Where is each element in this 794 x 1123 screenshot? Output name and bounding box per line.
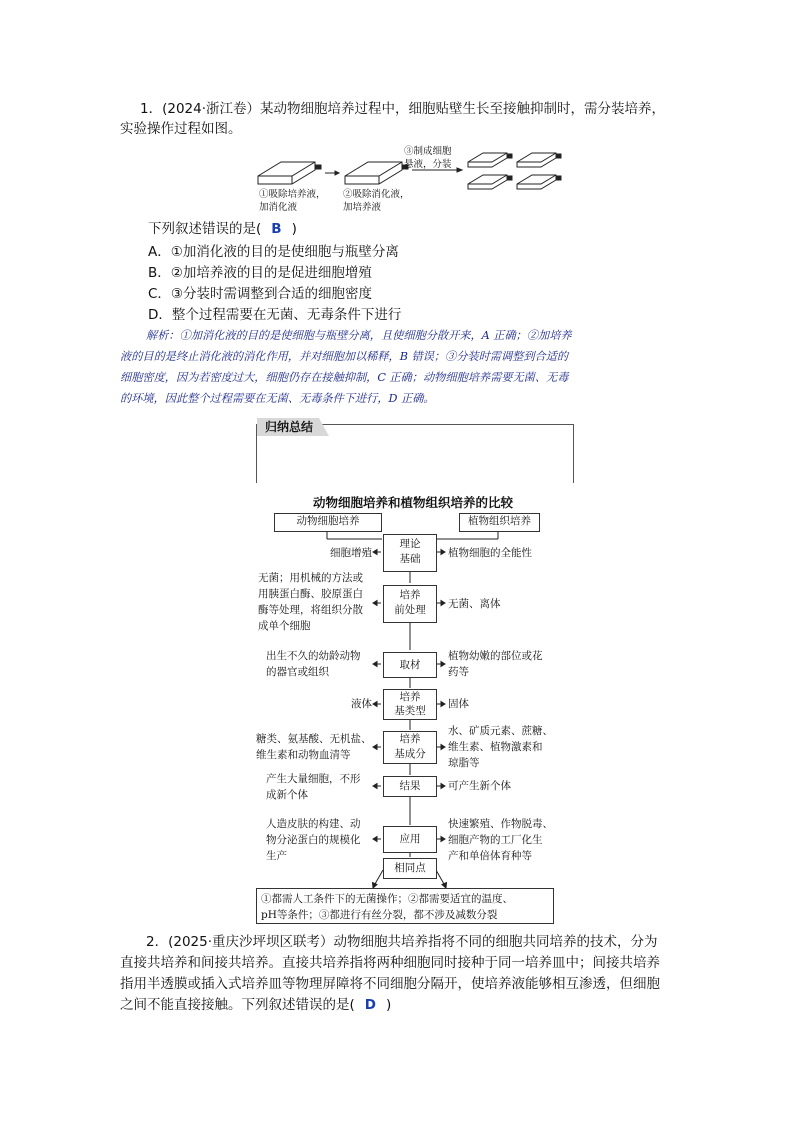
left-medium-composition: 糖类、氨基酸、无机盐、 维生素和动物血清等 [256, 733, 372, 761]
q1-option-a: A．①加消化液的目的是使细胞与瓶壁分离 [148, 244, 399, 260]
q1-explanation-line3: 细胞密度，因为若密度过大，细胞仍存在接触抑制，C 正确；动物细胞培养需要无菌、无毒 [120, 371, 569, 384]
q1-step1-label: ①吸除培养液， 加消化液 [259, 189, 326, 213]
q2-stem-line4: 之间不能直接接触。下列叙述错误的是( D ) [120, 997, 392, 1013]
left-pretreatment: 无菌；用机械的方法或 用胰蛋白酶、胶原蛋白 酶等处理，将组织分散 成单个细胞 [258, 572, 363, 632]
q1-step3-label: ③制成细胞 悬液，分装 [404, 146, 452, 170]
right-pretreatment: 无菌、离体 [448, 598, 501, 610]
left-theory-basis: 细胞增殖 [330, 547, 372, 559]
q1-explanation-line2: 液的目的是终止消化液的消化作用，并对细胞加以稀释，B 错误；③分装时需调整到合适的 [120, 350, 569, 363]
q1-explanation-line4: 的环境，因此整个过程需要在无菌、无毒条件下进行，D 正确。 [120, 392, 435, 405]
q2-answer: D [364, 997, 376, 1013]
q1-question: 下列叙述错误的是( B ) [148, 221, 297, 237]
right-medium-type: 固体 [448, 698, 469, 710]
left-result: 产生大量细胞，不形 成新个体 [266, 773, 361, 801]
common-points-box: ①都需人工条件下的无菌操作；②都需要适宜的温度、 pH等条件；③都进行有丝分裂，都不涉及减数分裂 [256, 888, 554, 924]
left-sampling: 出生不久的幼龄动物 的器官或组织 [266, 650, 361, 678]
header-plant-tissue-culture: 植物组织培养 [459, 513, 540, 532]
q1-stem-line1: 1．(2024·浙江卷）某动物细胞培养过程中，细胞贴壁生长至接触抑制时，需分装培养， [140, 101, 666, 117]
q1-answer: B [271, 221, 282, 237]
right-theory-basis: 植物细胞的全能性 [448, 547, 532, 559]
center-medium-type: 培养 基类型 [383, 689, 437, 720]
center-similarities: 相同点 [383, 858, 437, 879]
q1-stem-line2: 实验操作过程如图。 [120, 121, 242, 137]
q1-option-c: C．③分装时需调整到合适的细胞密度 [148, 286, 373, 302]
q2-stem-line2: 直接共培养和间接共培养。直接共培养指将两种细胞同时接种于同一培养皿中；间接共培养 [120, 955, 660, 971]
center-theory-basis: 理论 基础 [383, 534, 437, 572]
right-sampling: 植物幼嫩的部位或花 药等 [448, 650, 543, 678]
center-application: 应用 [383, 826, 437, 853]
right-application: 快速繁殖、作物脱毒、 细胞产物的工厂化生 产和单倍体育种等 [448, 818, 553, 862]
q1-explanation-line1: 解析：①加消化液的目的是使细胞与瓶壁分离，且使细胞分散开来，A 正确；②加培养 [146, 329, 572, 342]
center-result: 结果 [383, 776, 437, 797]
header-animal-cell-culture: 动物细胞培养 [274, 513, 382, 532]
right-medium-composition: 水、矿质元素、蔗糖、 维生素、植物激素和 琼脂等 [448, 725, 553, 769]
q2-stem-line1: 2．(2025·重庆沙坪坝区联考）动物细胞共培养指将不同的细胞共同培养的技术，分为 [146, 934, 658, 950]
comparison-title: 动物细胞培养和植物组织培养的比较 [312, 495, 513, 510]
summary-tag-text: 归纳总结 [265, 420, 314, 434]
center-pretreatment: 培养 前处理 [383, 585, 437, 623]
q1-option-b: B．②加培养液的目的是促进细胞增殖 [148, 265, 372, 281]
q2-stem-line3: 指用半透膜或插入式培养皿等物理屏障将不同细胞分隔开，使培养液能够相互渗透，但细胞 [120, 976, 660, 992]
center-sampling: 取材 [383, 652, 437, 678]
left-application: 人造皮肤的构建、动 物分泌蛋白的规模化 生产 [266, 818, 361, 862]
center-medium-composition: 培养 基成分 [383, 731, 437, 764]
q1-step2-label: ②吸除消化液， 加培养液 [343, 189, 410, 213]
right-result: 可产生新个体 [448, 780, 511, 792]
left-medium-type: 液体 [351, 698, 372, 710]
q1-option-d: D．整个过程需要在无菌、无毒条件下进行 [148, 307, 402, 323]
